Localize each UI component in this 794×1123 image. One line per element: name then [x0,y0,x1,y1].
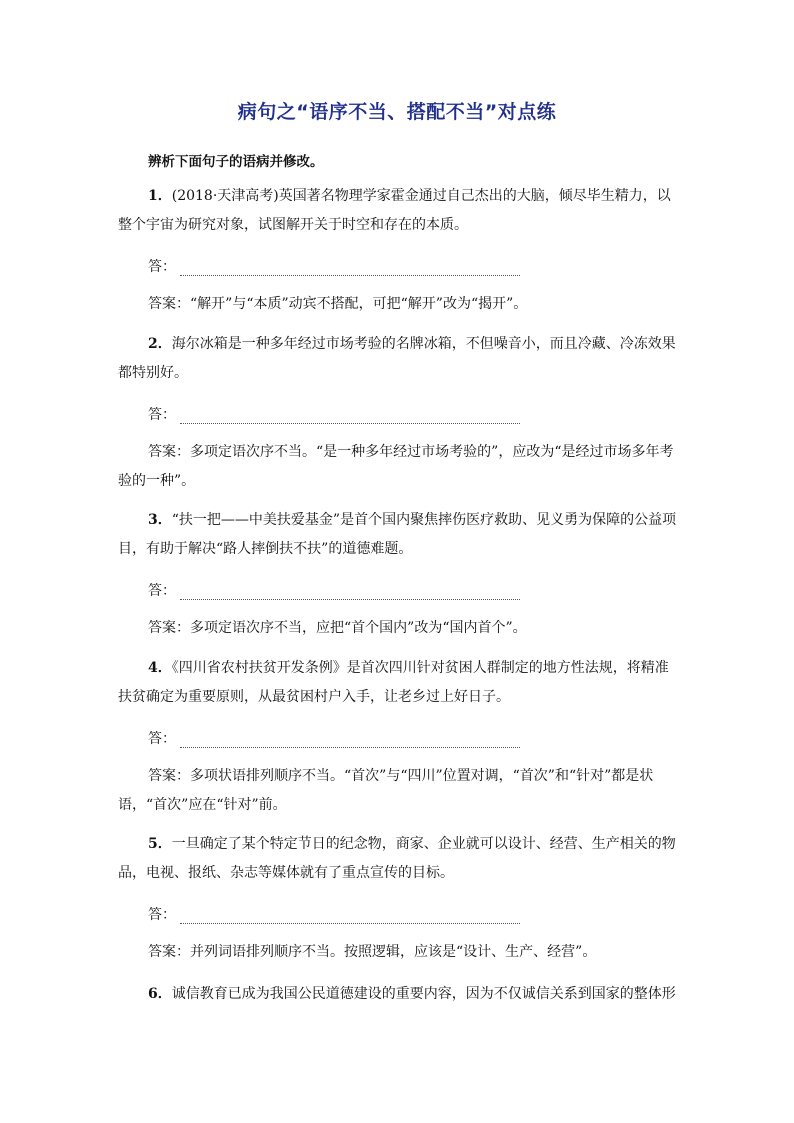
answer-key-text: 并列词语排列顺序不当。按照逻辑，应该是“设计、生产、经营”。 [190,944,597,960]
question-5 [118,830,678,888]
answer-prefix: 答： [148,259,176,275]
question-text: 海尔冰箱是一种多年经过市场考验的名牌冰箱，不但噪音小，而且冷藏、冷冻效果都特别好。 [118,336,676,381]
answer-line-4 [148,728,520,748]
answer-prefix: 答： [148,731,176,747]
question-number: 4． [148,660,172,676]
answer-key-4 [118,762,678,820]
answer-key-label: 答案： [148,444,190,460]
answer-prefix: 答： [148,583,176,599]
question-1 [118,182,678,240]
answer-line-3 [148,580,520,600]
answer-prefix: 答： [148,907,176,923]
question-text: (2018·天津高考)英国著名物理学家霍金通过自己杰出的大脑，倾尽毕生精力，以整个宇宙为研究对象，试图解开关于时空和存在的本质。 [118,188,671,233]
answer-blank [180,909,520,924]
answer-blank [180,585,520,600]
answer-blank [180,261,520,276]
answer-key-label: 答案： [148,768,190,784]
answer-key-text: “解开”与“本质”动宾不搭配，可把“解开”改为“揭开”。 [190,296,528,312]
instruction: 辨析下面句子的语病并修改。 [148,154,324,170]
question-text: 一旦确定了某个特定节日的纪念物，商家、企业就可以设计、经营、生产相关的物品，电视、报纸、杂志等媒体就有了重点宣传的目标。 [118,836,676,881]
question-number: 2． [148,336,172,352]
question-2 [118,330,678,388]
answer-line-1 [148,256,520,276]
question-3 [118,506,678,564]
answer-key-1 [118,290,678,319]
answer-key-label: 答案： [148,296,190,312]
question-6 [118,980,678,1009]
answer-key-text: 多项状语排列顺序不当。“首次”与“四川”位置对调，“首次”和“针对”都是状语，“首次”应在“针对”前。 [118,768,654,813]
question-text: 诚信教育已成为我国公民道德建设的重要内容，因为不仅诚信关系到国家的整体形 [171,986,676,1002]
answer-key-2 [118,438,678,496]
question-number: 6． [148,986,172,1002]
question-number: 3． [148,512,172,528]
answer-line-5 [148,904,520,924]
answer-prefix: 答： [148,407,176,423]
question-text: “扶一把——中美扶爱基金”是首个国内聚焦摔伤医疗救助、见义勇为保障的公益项目，有助于解决“路人摔倒扶不扶”的道德难题。 [118,512,677,557]
answer-blank [180,409,520,424]
answer-key-label: 答案： [148,944,190,960]
question-number: 1． [148,188,172,204]
question-text: 《四川省农村扶贫开发条例》是首次四川针对贫困人群制定的地方性法规，将精准扶贫确定为重要原则，从最贫困村户入手，让老乡过上好日子。 [118,660,669,705]
answer-blank [180,733,520,748]
question-number: 5． [148,836,172,852]
answer-key-text: 多项定语次序不当。“是一种多年经过市场考验的”，应改为“是经过市场多年考验的一种”。 [118,444,674,489]
document-title: 病句之“语序不当、搭配不当”对点练 [237,101,557,123]
answer-key-5 [118,938,678,967]
answer-key-label: 答案： [148,620,190,636]
answer-key-3 [118,614,678,643]
question-4 [118,654,678,712]
answer-line-2 [148,404,520,424]
answer-key-text: 多项定语次序不当，应把“首个国内”改为“国内首个”。 [190,620,527,636]
